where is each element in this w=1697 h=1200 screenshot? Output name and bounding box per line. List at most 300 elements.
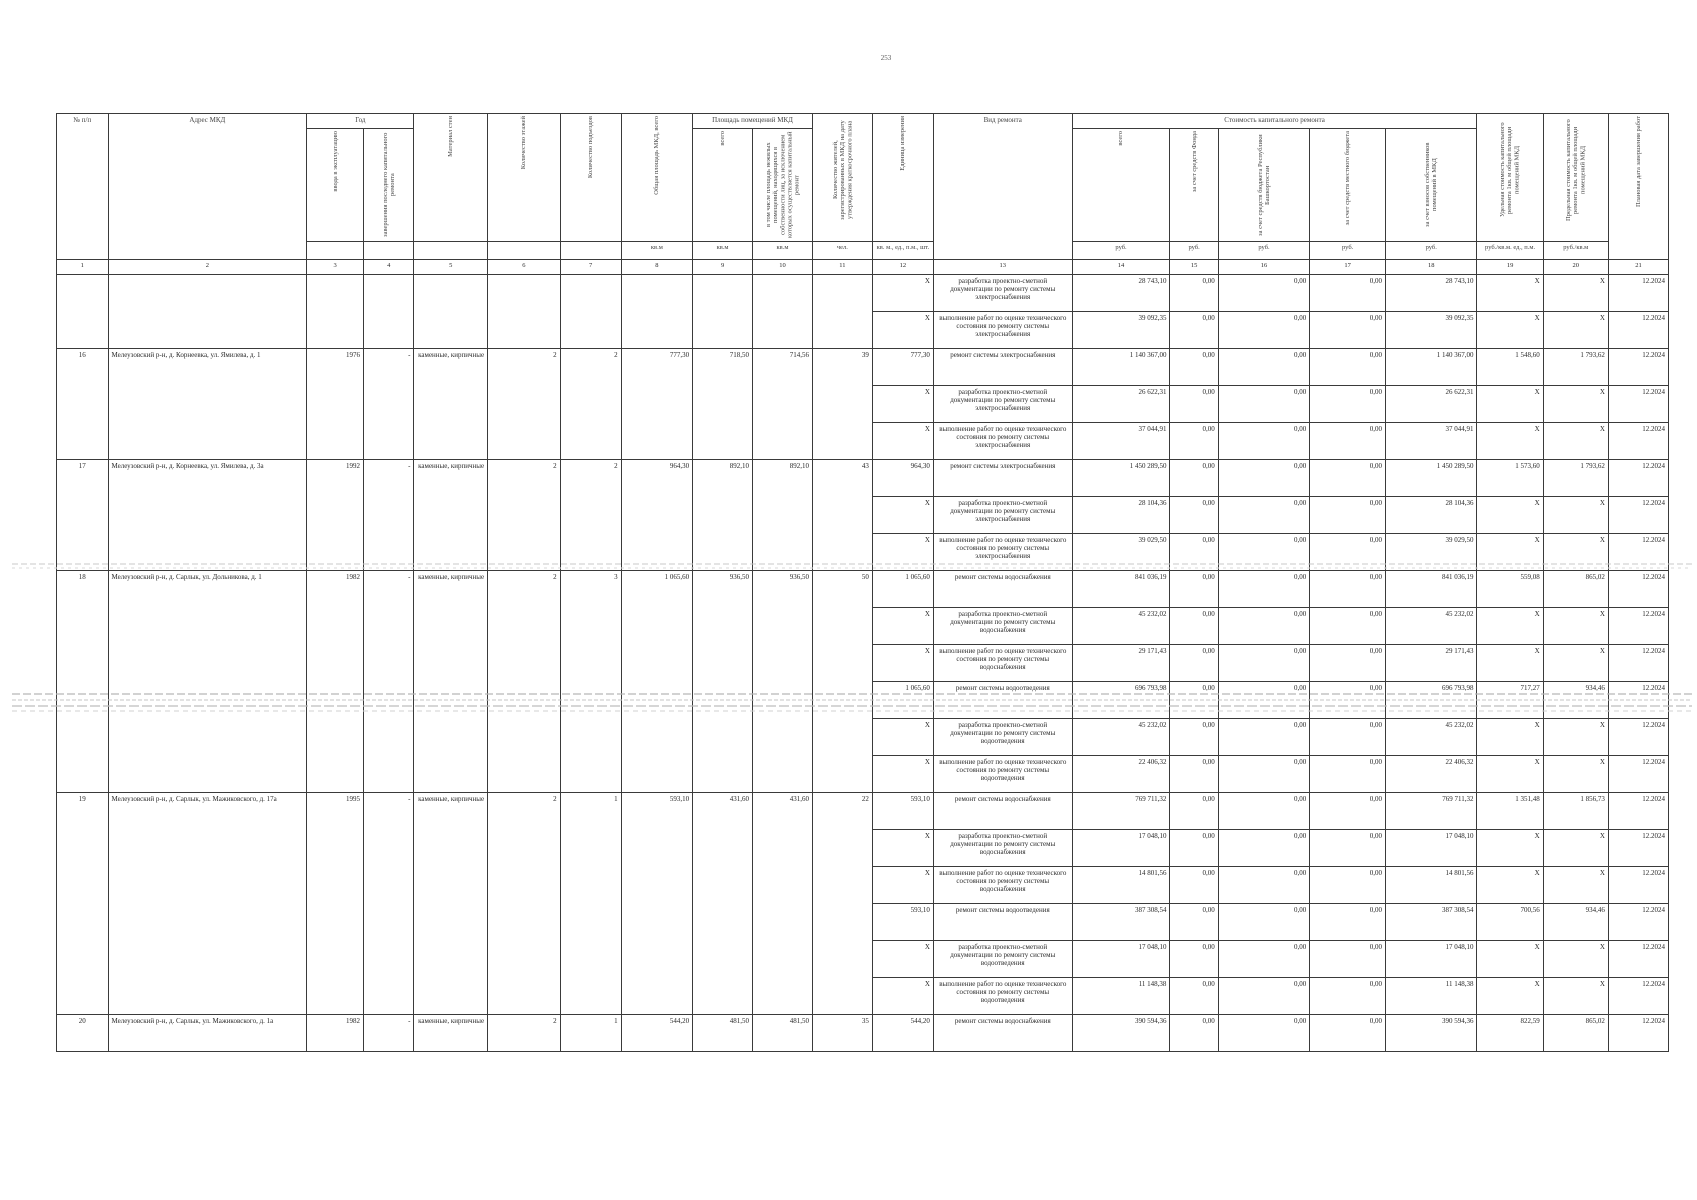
- max-cost: X: [1543, 608, 1608, 645]
- column-number: 18: [1385, 260, 1477, 275]
- cost-republic: 0,00: [1218, 571, 1309, 608]
- specific-cost: X: [1477, 534, 1543, 571]
- deadline-date: 12.2024: [1608, 423, 1668, 460]
- cost-fund: 0,00: [1170, 867, 1218, 904]
- max-cost: 1 793,62: [1543, 349, 1608, 386]
- header-cost-local: за счет средств местного бюджета: [1310, 129, 1386, 242]
- cost-republic: 0,00: [1218, 608, 1309, 645]
- max-cost: X: [1543, 423, 1608, 460]
- header-premises-total: всего: [693, 129, 753, 242]
- premises-area: [693, 275, 753, 349]
- premises-area: 892,10: [693, 460, 753, 571]
- year-commissioning: 1976: [307, 349, 364, 460]
- column-number: 8: [621, 260, 693, 275]
- header-row-top: [57, 114, 1669, 129]
- cost-total: 39 029,50: [1072, 534, 1170, 571]
- cost-local: 0,00: [1310, 423, 1386, 460]
- column-number: 14: [1072, 260, 1170, 275]
- year-commissioning: 1995: [307, 793, 364, 1015]
- repair-plan-table-container: [56, 113, 1669, 1052]
- premises-area-owner: 892,10: [753, 460, 813, 571]
- work-unit: X: [872, 534, 933, 571]
- work-unit: 544,20: [872, 1015, 933, 1052]
- page-number: 253: [880, 54, 892, 62]
- total-area: 777,30: [621, 349, 693, 460]
- unit-c16: руб.: [1218, 242, 1309, 260]
- repair-type: ремонт системы водоотведения: [933, 904, 1072, 941]
- year-last-repair: -: [364, 349, 414, 460]
- entrances-count: 1: [560, 793, 621, 1015]
- cost-local: 0,00: [1310, 867, 1386, 904]
- cost-republic: 0,00: [1218, 534, 1309, 571]
- building-address: Мелеузовский р-н, д. Корнеевка, ул. Ямилева, д. 3а: [108, 460, 307, 571]
- cost-local: 0,00: [1310, 793, 1386, 830]
- cost-local: 0,00: [1310, 534, 1386, 571]
- floors-count: 2: [488, 793, 561, 1015]
- header-total-area: Общая площадь МКД, всего: [621, 114, 693, 242]
- specific-cost: X: [1477, 830, 1543, 867]
- cost-republic: 0,00: [1218, 497, 1309, 534]
- deadline-date: 12.2024: [1608, 904, 1668, 941]
- specific-cost: X: [1477, 275, 1543, 312]
- max-cost: 865,02: [1543, 571, 1608, 608]
- building-address: [108, 275, 307, 349]
- column-number: 7: [560, 260, 621, 275]
- deadline-date: 12.2024: [1608, 312, 1668, 349]
- max-cost: 934,46: [1543, 904, 1608, 941]
- cost-total: 390 594,36: [1072, 1015, 1170, 1052]
- work-unit: X: [872, 312, 933, 349]
- max-cost: 1 856,73: [1543, 793, 1608, 830]
- cost-fund: 0,00: [1170, 312, 1218, 349]
- wall-material: каменные, кирпичные: [414, 1015, 488, 1052]
- table-row: [57, 460, 1669, 497]
- cost-republic: 0,00: [1218, 386, 1309, 423]
- specific-cost: X: [1477, 978, 1543, 1015]
- residents-count: 22: [812, 793, 872, 1015]
- max-cost: X: [1543, 534, 1608, 571]
- total-area: 544,20: [621, 1015, 693, 1052]
- deadline-date: 12.2024: [1608, 1015, 1668, 1052]
- premises-area-owner: 714,56: [753, 349, 813, 460]
- cost-republic: 0,00: [1218, 904, 1309, 941]
- cost-local: 0,00: [1310, 645, 1386, 682]
- header-cost-owners: за счет взносов собственников помещений в МКД: [1385, 129, 1477, 242]
- year-commissioning: 1982: [307, 1015, 364, 1052]
- header-year-last-repair: завершения последнего капитального ремонта: [364, 129, 414, 242]
- column-number: 12: [872, 260, 933, 275]
- cost-fund: 0,00: [1170, 756, 1218, 793]
- header-cost-total: всего: [1072, 129, 1170, 242]
- repair-type: ремонт системы водоснабжения: [933, 571, 1072, 608]
- cost-total: 26 622,31: [1072, 386, 1170, 423]
- cost-local: 0,00: [1310, 386, 1386, 423]
- cost-total: 28 104,36: [1072, 497, 1170, 534]
- total-area: [621, 275, 693, 349]
- column-number-row: [57, 260, 1669, 275]
- cost-owners: 769 711,32: [1385, 793, 1477, 830]
- entrances-count: 1: [560, 1015, 621, 1052]
- cost-owners: 696 793,98: [1385, 682, 1477, 719]
- cost-total: 1 140 367,00: [1072, 349, 1170, 386]
- cost-republic: 0,00: [1218, 349, 1309, 386]
- deadline-date: 12.2024: [1608, 497, 1668, 534]
- cost-republic: 0,00: [1218, 978, 1309, 1015]
- cost-total: 45 232,02: [1072, 719, 1170, 756]
- work-unit: X: [872, 867, 933, 904]
- cost-total: 1 450 289,50: [1072, 460, 1170, 497]
- cost-owners: 390 594,36: [1385, 1015, 1477, 1052]
- deadline-date: 12.2024: [1608, 867, 1668, 904]
- cost-republic: 0,00: [1218, 275, 1309, 312]
- floors-count: 2: [488, 460, 561, 571]
- cost-republic: 0,00: [1218, 682, 1309, 719]
- building-address: Мелеузовский р-н, д. Сарлык, ул. Мажиковского, д. 17а: [108, 793, 307, 1015]
- cost-owners: 28 743,10: [1385, 275, 1477, 312]
- table-row: [57, 349, 1669, 386]
- floors-count: [488, 275, 561, 349]
- column-number: 9: [693, 260, 753, 275]
- work-unit: X: [872, 423, 933, 460]
- specific-cost: X: [1477, 608, 1543, 645]
- total-area: 593,10: [621, 793, 693, 1015]
- cost-owners: 841 036,19: [1385, 571, 1477, 608]
- cost-fund: 0,00: [1170, 571, 1218, 608]
- year-last-repair: [364, 275, 414, 349]
- cost-fund: 0,00: [1170, 978, 1218, 1015]
- cost-total: 841 036,19: [1072, 571, 1170, 608]
- cost-total: 769 711,32: [1072, 793, 1170, 830]
- cost-local: 0,00: [1310, 571, 1386, 608]
- repair-type: ремонт системы водоснабжения: [933, 1015, 1072, 1052]
- premises-area-owner: 431,60: [753, 793, 813, 1015]
- cost-local: 0,00: [1310, 312, 1386, 349]
- cost-owners: 26 622,31: [1385, 386, 1477, 423]
- cost-total: 37 044,91: [1072, 423, 1170, 460]
- deadline-date: 12.2024: [1608, 645, 1668, 682]
- year-last-repair: -: [364, 1015, 414, 1052]
- specific-cost: X: [1477, 497, 1543, 534]
- column-number: 11: [812, 260, 872, 275]
- repair-type: выполнение работ по оценке технического состояния по ремонту системы электроснабжения: [933, 312, 1072, 349]
- work-unit: X: [872, 941, 933, 978]
- unit-c17: руб.: [1310, 242, 1386, 260]
- work-unit: X: [872, 608, 933, 645]
- deadline-date: 12.2024: [1608, 534, 1668, 571]
- table-row: [57, 571, 1669, 608]
- deadline-date: 12.2024: [1608, 386, 1668, 423]
- specific-cost: X: [1477, 645, 1543, 682]
- specific-cost: 1 351,48: [1477, 793, 1543, 830]
- cost-total: 11 148,38: [1072, 978, 1170, 1015]
- cost-local: 0,00: [1310, 1015, 1386, 1052]
- cost-local: 0,00: [1310, 719, 1386, 756]
- repair-type: ремонт системы водоотведения: [933, 682, 1072, 719]
- cost-owners: 37 044,91: [1385, 423, 1477, 460]
- deadline-date: 12.2024: [1608, 460, 1668, 497]
- repair-type: разработка проектно-сметной документации по ремонту системы электроснабжения: [933, 386, 1072, 423]
- max-cost: X: [1543, 830, 1608, 867]
- cost-fund: 0,00: [1170, 682, 1218, 719]
- table-body: [57, 275, 1669, 1052]
- entrances-count: 2: [560, 460, 621, 571]
- repair-plan-table: [56, 113, 1669, 1052]
- repair-type: разработка проектно-сметной документации по ремонту системы водоснабжения: [933, 608, 1072, 645]
- building-address: Мелеузовский р-н, д. Сарлык, ул. Дольникова, д. 1: [108, 571, 307, 793]
- specific-cost: X: [1477, 756, 1543, 793]
- cost-fund: 0,00: [1170, 386, 1218, 423]
- header-unit: Единица измерения: [872, 114, 933, 242]
- cost-fund: 0,00: [1170, 608, 1218, 645]
- premises-area: 936,50: [693, 571, 753, 793]
- cost-owners: 29 171,43: [1385, 645, 1477, 682]
- max-cost: X: [1543, 719, 1608, 756]
- header-address: Адрес МКД: [108, 114, 307, 260]
- column-number: 19: [1477, 260, 1543, 275]
- cost-total: 696 793,98: [1072, 682, 1170, 719]
- repair-type: разработка проектно-сметной документации по ремонту системы водоотведения: [933, 719, 1072, 756]
- header-entrances: Количество подъездов: [560, 114, 621, 242]
- cost-owners: 22 406,32: [1385, 756, 1477, 793]
- cost-fund: 0,00: [1170, 349, 1218, 386]
- cost-fund: 0,00: [1170, 941, 1218, 978]
- specific-cost: X: [1477, 386, 1543, 423]
- header-year-group: Год: [307, 114, 414, 129]
- repair-type: разработка проектно-сметной документации по ремонту системы электроснабжения: [933, 497, 1072, 534]
- max-cost: X: [1543, 645, 1608, 682]
- cost-local: 0,00: [1310, 349, 1386, 386]
- table-header: [57, 114, 1669, 275]
- cost-fund: 0,00: [1170, 719, 1218, 756]
- total-area: 964,30: [621, 460, 693, 571]
- table-row: [57, 793, 1669, 830]
- max-cost: X: [1543, 978, 1608, 1015]
- max-cost: X: [1543, 312, 1608, 349]
- max-cost: 1 793,62: [1543, 460, 1608, 497]
- max-cost: X: [1543, 275, 1608, 312]
- deadline-date: 12.2024: [1608, 941, 1668, 978]
- specific-cost: X: [1477, 719, 1543, 756]
- repair-type: разработка проектно-сметной документации по ремонту системы электроснабжения: [933, 275, 1072, 312]
- header-premises-group: Площадь помещений МКД: [693, 114, 813, 129]
- unit-c8: кв.м: [621, 242, 693, 260]
- cost-local: 0,00: [1310, 904, 1386, 941]
- cost-fund: 0,00: [1170, 275, 1218, 312]
- unit-c12: кв. м., ед., п.м., шт.: [872, 242, 933, 260]
- cost-owners: 11 148,38: [1385, 978, 1477, 1015]
- unit-c11: чел.: [812, 242, 872, 260]
- deadline-date: 12.2024: [1608, 608, 1668, 645]
- premises-area-owner: 481,50: [753, 1015, 813, 1052]
- cost-republic: 0,00: [1218, 793, 1309, 830]
- cost-republic: 0,00: [1218, 756, 1309, 793]
- cost-republic: 0,00: [1218, 645, 1309, 682]
- specific-cost: 700,56: [1477, 904, 1543, 941]
- year-commissioning: [307, 275, 364, 349]
- header-floors: Количество этажей: [488, 114, 561, 242]
- column-number: 20: [1543, 260, 1608, 275]
- residents-count: 43: [812, 460, 872, 571]
- work-unit: X: [872, 386, 933, 423]
- repair-type: разработка проектно-сметной документации по ремонту системы водоснабжения: [933, 830, 1072, 867]
- wall-material: каменные, кирпичные: [414, 793, 488, 1015]
- cost-fund: 0,00: [1170, 830, 1218, 867]
- header-wall-material: Материал стен: [414, 114, 488, 242]
- cost-owners: 28 104,36: [1385, 497, 1477, 534]
- building-address: Мелеузовский р-н, д. Корнеевка, ул. Ямилева, д. 1: [108, 349, 307, 460]
- unit-c14: руб.: [1072, 242, 1170, 260]
- repair-type: ремонт системы электроснабжения: [933, 349, 1072, 386]
- max-cost: 934,46: [1543, 682, 1608, 719]
- row-number: 19: [57, 793, 109, 1015]
- wall-material: каменные, кирпичные: [414, 571, 488, 793]
- cost-fund: 0,00: [1170, 793, 1218, 830]
- cost-total: 29 171,43: [1072, 645, 1170, 682]
- column-number: 15: [1170, 260, 1218, 275]
- header-deadline: Плановая дата завершения работ: [1608, 114, 1668, 260]
- specific-cost: X: [1477, 867, 1543, 904]
- cost-total: 28 743,10: [1072, 275, 1170, 312]
- cost-owners: 39 029,50: [1385, 534, 1477, 571]
- specific-cost: 559,08: [1477, 571, 1543, 608]
- cost-total: 17 048,10: [1072, 941, 1170, 978]
- cost-fund: 0,00: [1170, 904, 1218, 941]
- premises-area: 481,50: [693, 1015, 753, 1052]
- column-number: 2: [108, 260, 307, 275]
- deadline-date: 12.2024: [1608, 830, 1668, 867]
- cost-republic: 0,00: [1218, 867, 1309, 904]
- year-commissioning: 1992: [307, 460, 364, 571]
- building-address: Мелеузовский р-н, д. Сарлык, ул. Мажиковского, д. 1а: [108, 1015, 307, 1052]
- specific-cost: X: [1477, 312, 1543, 349]
- cost-fund: 0,00: [1170, 1015, 1218, 1052]
- column-number: 10: [753, 260, 813, 275]
- header-no: № п/п: [57, 114, 109, 260]
- cost-owners: 1 450 289,50: [1385, 460, 1477, 497]
- cost-local: 0,00: [1310, 497, 1386, 534]
- column-number: 17: [1310, 260, 1386, 275]
- floors-count: 2: [488, 571, 561, 793]
- year-last-repair: -: [364, 571, 414, 793]
- repair-type: выполнение работ по оценке технического состояния по ремонту системы водоотведения: [933, 756, 1072, 793]
- cost-local: 0,00: [1310, 756, 1386, 793]
- year-last-repair: -: [364, 793, 414, 1015]
- work-unit: X: [872, 830, 933, 867]
- header-cost-fund: за счет средств Фонда: [1170, 129, 1218, 242]
- total-area: 1 065,60: [621, 571, 693, 793]
- repair-type: ремонт системы водоснабжения: [933, 793, 1072, 830]
- repair-type: выполнение работ по оценке технического состояния по ремонту системы электроснабжения: [933, 423, 1072, 460]
- work-unit: 1 065,60: [872, 682, 933, 719]
- work-unit: X: [872, 645, 933, 682]
- max-cost: X: [1543, 941, 1608, 978]
- cost-local: 0,00: [1310, 682, 1386, 719]
- cost-fund: 0,00: [1170, 460, 1218, 497]
- unit-c10: кв.м: [753, 242, 813, 260]
- cost-republic: 0,00: [1218, 460, 1309, 497]
- header-specific-cost: Удельная стоимость капитального ремонта 1кв. м общей площади помещений МКД: [1477, 114, 1543, 242]
- cost-owners: 45 232,02: [1385, 719, 1477, 756]
- work-unit: 593,10: [872, 904, 933, 941]
- work-unit: X: [872, 756, 933, 793]
- floors-count: 2: [488, 1015, 561, 1052]
- header-repair-type: Вид ремонта: [933, 114, 1072, 260]
- column-number: 21: [1608, 260, 1668, 275]
- unit-c9: кв.м: [693, 242, 753, 260]
- unit-c20: руб./кв.м: [1543, 242, 1608, 260]
- unit-c15: руб.: [1170, 242, 1218, 260]
- work-unit: 964,30: [872, 460, 933, 497]
- cost-owners: 1 140 367,00: [1385, 349, 1477, 386]
- column-number: 5: [414, 260, 488, 275]
- cost-local: 0,00: [1310, 830, 1386, 867]
- deadline-date: 12.2024: [1608, 571, 1668, 608]
- max-cost: X: [1543, 756, 1608, 793]
- header-cost-republic: за счет средств бюджета Республики Башкортостан: [1218, 129, 1309, 242]
- header-cost-group: Стоимость капитального ремонта: [1072, 114, 1477, 129]
- cost-republic: 0,00: [1218, 312, 1309, 349]
- cost-fund: 0,00: [1170, 423, 1218, 460]
- premises-area: 431,60: [693, 793, 753, 1015]
- work-unit: X: [872, 719, 933, 756]
- wall-material: каменные, кирпичные: [414, 349, 488, 460]
- cost-local: 0,00: [1310, 608, 1386, 645]
- wall-material: [414, 275, 488, 349]
- cost-owners: 14 801,56: [1385, 867, 1477, 904]
- work-unit: X: [872, 275, 933, 312]
- specific-cost: 822,59: [1477, 1015, 1543, 1052]
- unit-c18: руб.: [1385, 242, 1477, 260]
- cost-total: 14 801,56: [1072, 867, 1170, 904]
- cost-owners: 17 048,10: [1385, 830, 1477, 867]
- repair-type: ремонт системы электроснабжения: [933, 460, 1072, 497]
- cost-owners: 45 232,02: [1385, 608, 1477, 645]
- cost-local: 0,00: [1310, 941, 1386, 978]
- work-unit: X: [872, 978, 933, 1015]
- cost-republic: 0,00: [1218, 941, 1309, 978]
- cost-owners: 387 308,54: [1385, 904, 1477, 941]
- max-cost: X: [1543, 867, 1608, 904]
- specific-cost: 1 573,60: [1477, 460, 1543, 497]
- residents-count: [812, 275, 872, 349]
- repair-type: выполнение работ по оценке технического состояния по ремонту системы водоснабжения: [933, 867, 1072, 904]
- table-row: [57, 275, 1669, 312]
- cost-owners: 17 048,10: [1385, 941, 1477, 978]
- row-number: 17: [57, 460, 109, 571]
- cost-total: 45 232,02: [1072, 608, 1170, 645]
- header-max-cost: Предельная стоимость капитального ремонта 1кв. м общей площади помещений МКД: [1543, 114, 1608, 242]
- column-number: 3: [307, 260, 364, 275]
- cost-fund: 0,00: [1170, 497, 1218, 534]
- entrances-count: [560, 275, 621, 349]
- table-row: [57, 1015, 1669, 1052]
- deadline-date: 12.2024: [1608, 349, 1668, 386]
- repair-type: разработка проектно-сметной документации по ремонту системы водоотведения: [933, 941, 1072, 978]
- max-cost: X: [1543, 497, 1608, 534]
- specific-cost: X: [1477, 941, 1543, 978]
- repair-type: выполнение работ по оценке технического состояния по ремонту системы электроснабжения: [933, 534, 1072, 571]
- work-unit: 1 065,60: [872, 571, 933, 608]
- column-number: 13: [933, 260, 1072, 275]
- year-commissioning: 1982: [307, 571, 364, 793]
- column-number: 6: [488, 260, 561, 275]
- deadline-date: 12.2024: [1608, 682, 1668, 719]
- row-number: 18: [57, 571, 109, 793]
- deadline-date: 12.2024: [1608, 793, 1668, 830]
- column-number: 4: [364, 260, 414, 275]
- max-cost: 865,02: [1543, 1015, 1608, 1052]
- repair-type: выполнение работ по оценке технического состояния по ремонту системы водоснабжения: [933, 645, 1072, 682]
